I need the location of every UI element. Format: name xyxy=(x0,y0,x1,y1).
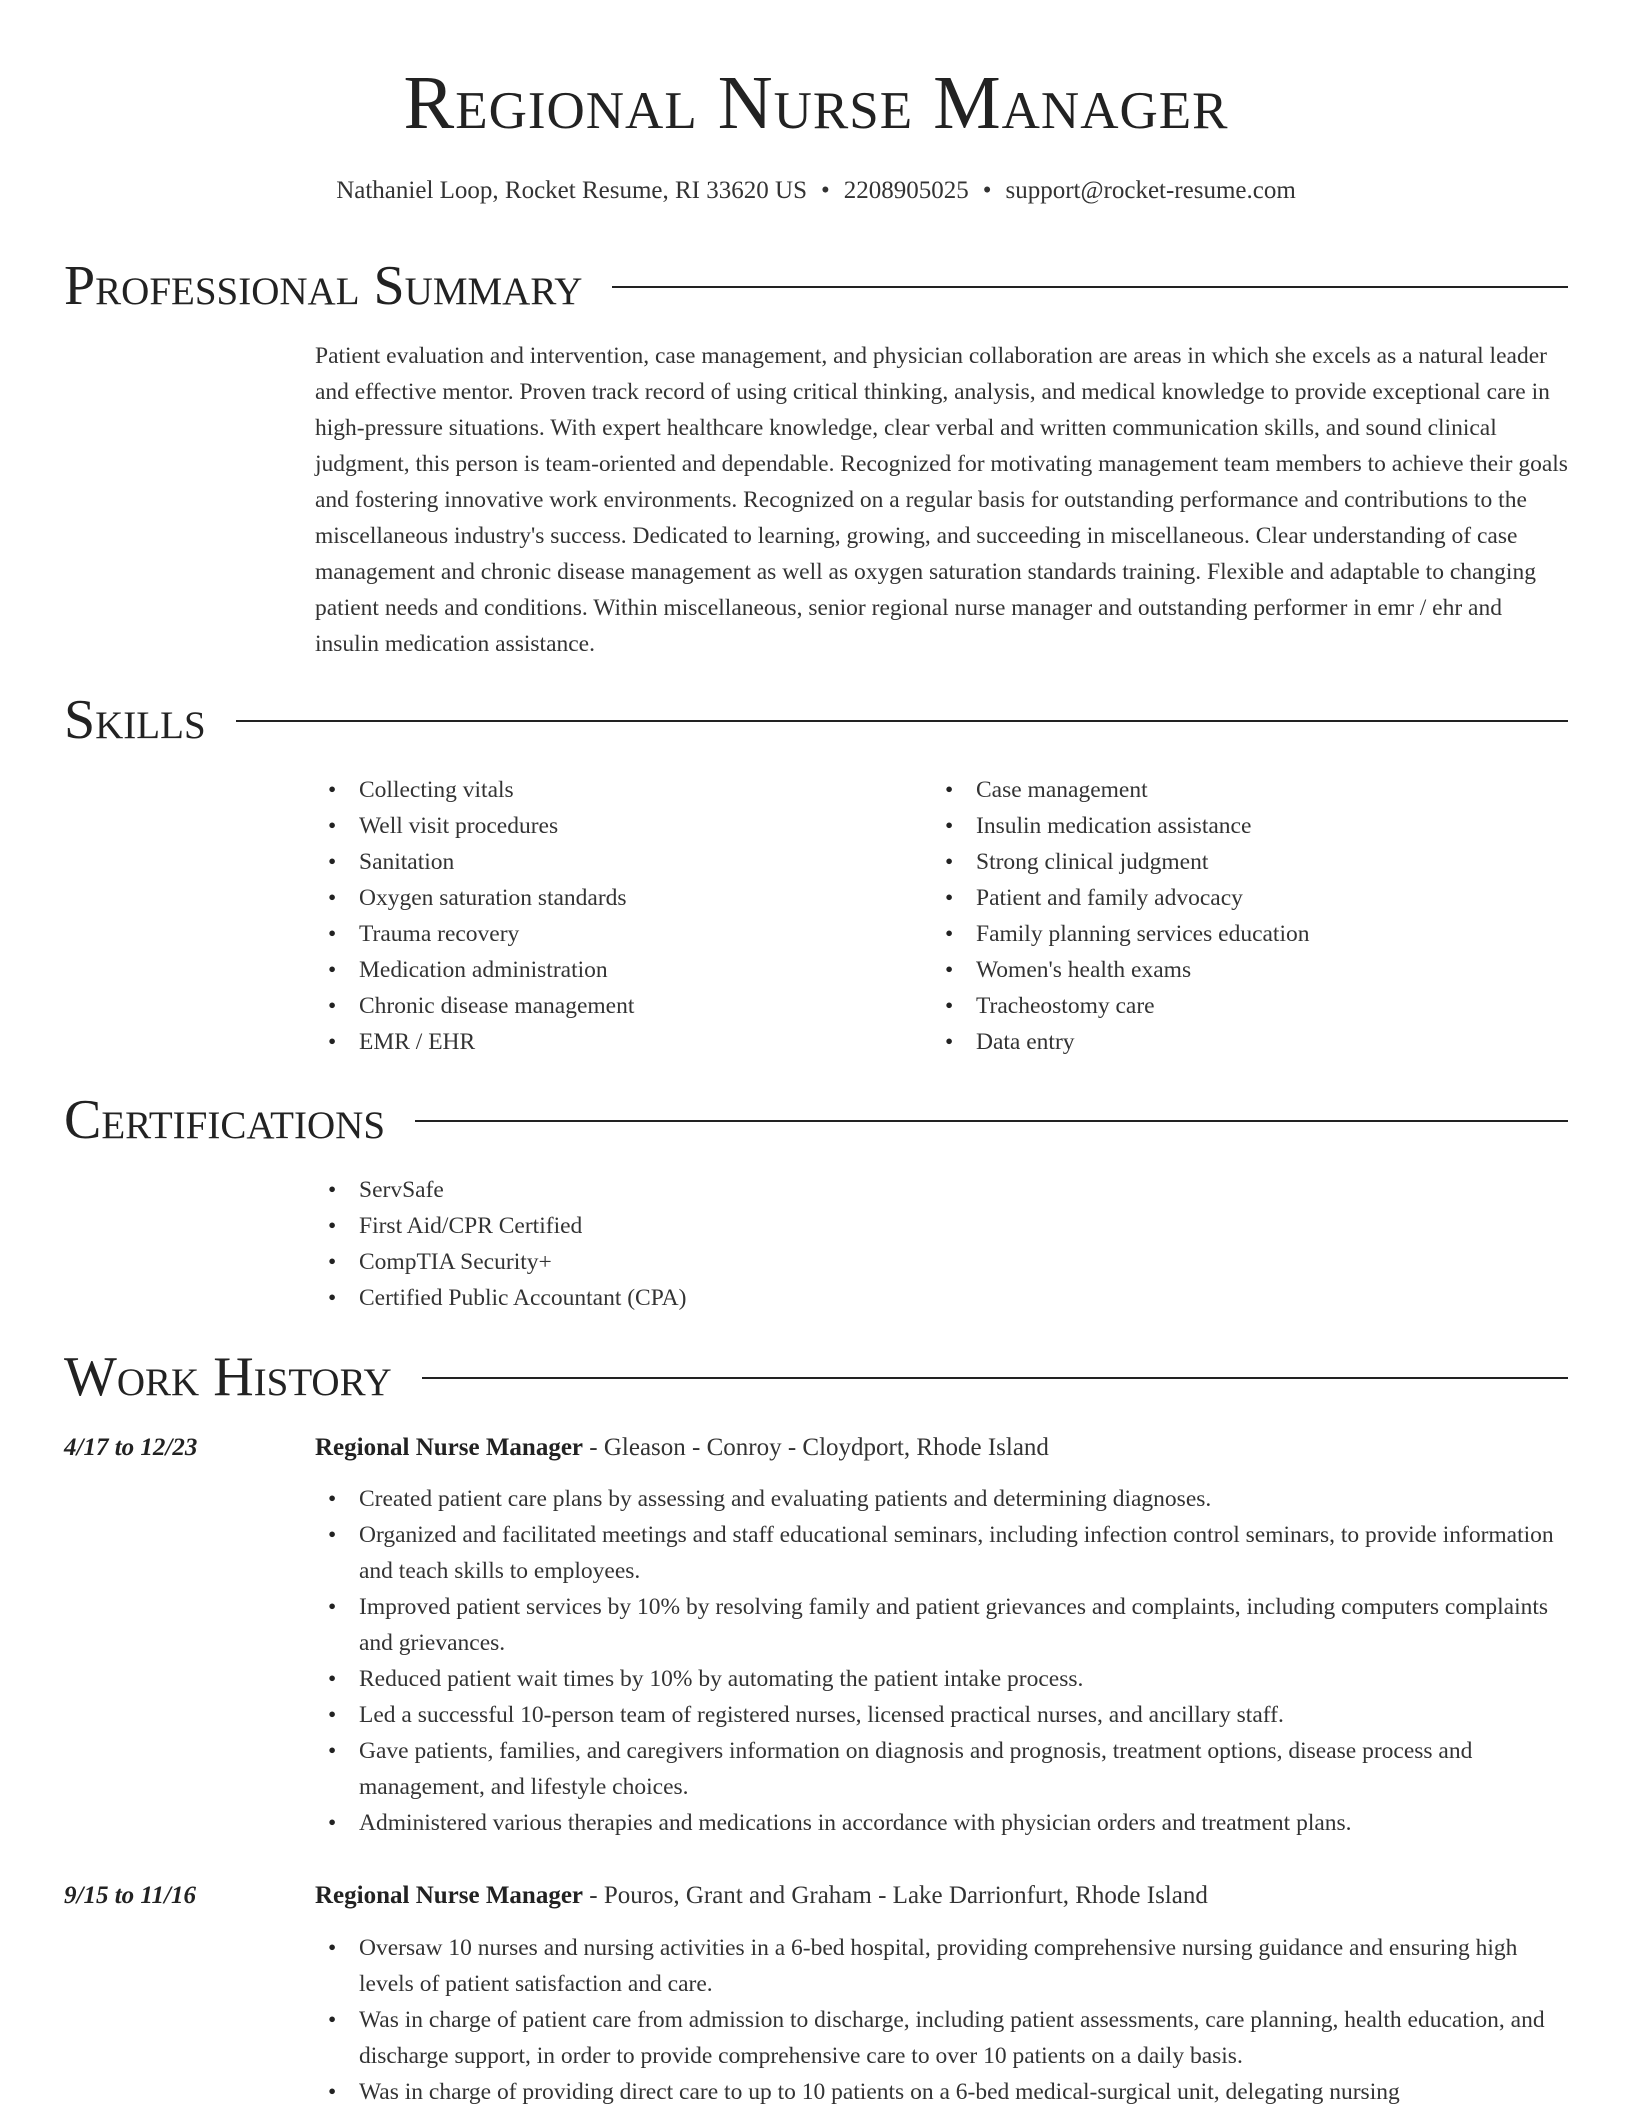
job-duty-item: • Improved patient services by 10% by resolving family and patient grievances and complaints, including computers complaints and grievances. xyxy=(315,1589,1570,1661)
contact-separator: • xyxy=(982,177,992,204)
job-employer-location: - Pouros, Grant and Graham - Lake Darrionfurt, Rhode Island xyxy=(583,1882,1208,1909)
certification-item: • CompTIA Security+ xyxy=(315,1244,1215,1280)
skills-list-left xyxy=(315,772,915,1060)
job-duty-item: • Was in charge of providing direct care to up to 10 patients on a 6-bed medical-surgical unit, delegating nursing xyxy=(315,2074,1570,2110)
job-employer-location: - Gleason - Conroy - Cloydport, Rhode Island xyxy=(583,1434,1049,1461)
skill-item: • Tracheostomy care xyxy=(932,988,1562,1024)
skill-item: • Collecting vitals xyxy=(315,772,915,808)
job-duty-item: • Created patient care plans by assessing and evaluating patients and determining diagnoses. xyxy=(315,1481,1570,1517)
skill-item: • EMR / EHR xyxy=(315,1024,915,1060)
resume-name-title: Regional Nurse Manager xyxy=(403,61,1229,145)
section-header-work-history xyxy=(64,1345,1568,1409)
job-dates: 9/15 to 11/16 xyxy=(64,1882,196,1909)
section-divider xyxy=(612,286,1568,288)
certification-item: • ServSafe xyxy=(315,1172,1215,1208)
skills-list-right xyxy=(932,772,1562,1060)
contact-address: Nathaniel Loop, Rocket Resume, RI 33620 US xyxy=(336,177,807,204)
skill-item: • Strong clinical judgment xyxy=(932,844,1562,880)
job-duties-list xyxy=(315,1930,1570,2110)
section-header-summary xyxy=(64,254,1568,318)
skill-item: • Sanitation xyxy=(315,844,915,880)
section-divider xyxy=(415,1120,1568,1122)
skill-item: • Women's health exams xyxy=(932,952,1562,988)
skill-item: • Data entry xyxy=(932,1024,1562,1060)
skill-item: • Patient and family advocacy xyxy=(932,880,1562,916)
section-divider xyxy=(422,1377,1568,1379)
job-heading xyxy=(315,1430,1570,1466)
job-duty-item: • Was in charge of patient care from admission to discharge, including patient assessments, care planning, health education, and discharge support, in order to provide comprehensive care to over 10 patients on a daily basis. xyxy=(315,2002,1570,2074)
job-duty-item: • Led a successful 10-person team of registered nurses, licensed practical nurses, and ancillary staff. xyxy=(315,1697,1570,1733)
skill-item: • Insulin medication assistance xyxy=(932,808,1562,844)
section-title-skills: Skills xyxy=(64,689,206,751)
certifications-list xyxy=(315,1172,1215,1316)
section-divider xyxy=(236,720,1568,722)
skill-item: • Family planning services education xyxy=(932,916,1562,952)
job-duties-list xyxy=(315,1481,1570,1841)
skill-item: • Trauma recovery xyxy=(315,916,915,952)
summary-text: Patient evaluation and intervention, case management, and physician collaboration are areas in which she excels as a natural leader and effective mentor. Proven track record of using critical thinking, analysis, and medical knowledge to provide exceptional care in high-pressure situations. With expert healthcare knowledge, clear verbal and written communication skills, and sound clinical judgment, this person is team-oriented and dependable. Recognized for motivating management team members to achieve their goals and fostering innovative work environments. Recognized on a regular basis for outstanding performance and contributions to the miscellaneous industry's success. Dedicated to learning, growing, and succeeding in miscellaneous. Clear understanding of case management and chronic disease management as well as oxygen saturation standards training. Flexible and adaptable to changing patient needs and conditions. Within miscellaneous, senior regional nurse manager and outstanding performer in emr / ehr and insulin medication assistance. xyxy=(315,343,1568,657)
job-duty-item: • Organized and facilitated meetings and staff educational seminars, including infection control seminars, to provide information and teach skills to employees. xyxy=(315,1517,1570,1589)
skill-item: • Chronic disease management xyxy=(315,988,915,1024)
section-title-summary: Professional Summary xyxy=(64,255,583,317)
job-title: Regional Nurse Manager xyxy=(315,1882,584,1909)
section-title-work-history: Work History xyxy=(64,1346,392,1408)
contact-phone: 2208905025 xyxy=(843,177,969,204)
section-header-skills xyxy=(64,688,1568,752)
job-heading xyxy=(315,1878,1570,1914)
certification-item: • Certified Public Accountant (CPA) xyxy=(315,1280,1215,1316)
skill-item: • Oxygen saturation standards xyxy=(315,880,915,916)
certification-item: • First Aid/CPR Certified xyxy=(315,1208,1215,1244)
section-title-certifications: Certifications xyxy=(64,1089,386,1151)
job-dates: 4/17 to 12/23 xyxy=(64,1434,198,1461)
contact-separator: • xyxy=(820,177,830,204)
job-title: Regional Nurse Manager xyxy=(315,1434,584,1461)
contact-email: support@rocket-resume.com xyxy=(1005,177,1296,204)
section-header-certifications xyxy=(64,1088,1568,1152)
job-duty-item: • Gave patients, families, and caregivers information on diagnosis and prognosis, treatment options, disease process and management, and lifestyle choices. xyxy=(315,1733,1570,1805)
job-duty-item: • Oversaw 10 nurses and nursing activities in a 6-bed hospital, providing comprehensive nursing guidance and ensuring high levels of patient satisfaction and care. xyxy=(315,1930,1570,2002)
skill-item: • Medication administration xyxy=(315,952,915,988)
job-duty-item: • Reduced patient wait times by 10% by automating the patient intake process. xyxy=(315,1661,1570,1697)
skill-item: • Well visit procedures xyxy=(315,808,915,844)
job-duty-item: • Administered various therapies and medications in accordance with physician orders and treatment plans. xyxy=(315,1805,1570,1841)
contact-line xyxy=(0,176,1632,206)
skill-item: • Case management xyxy=(932,772,1562,808)
